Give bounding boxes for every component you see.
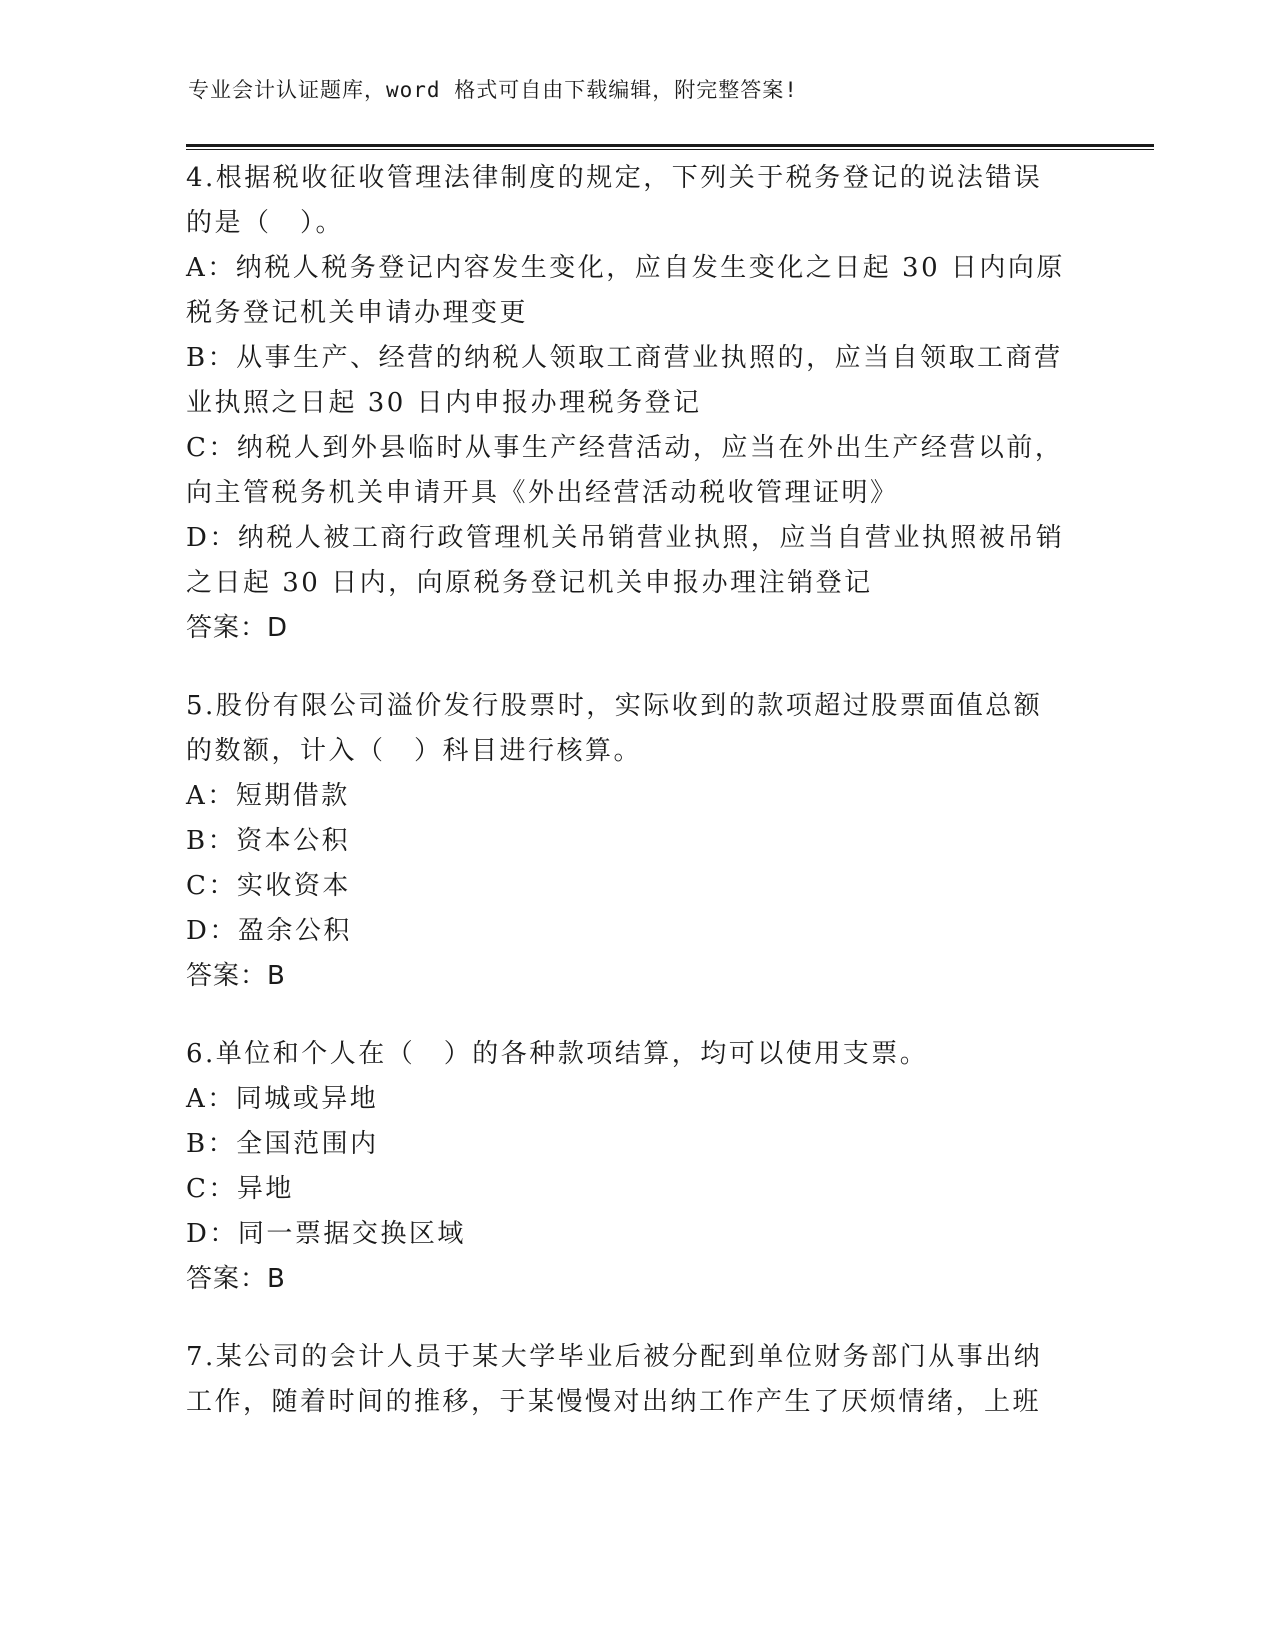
option-b: B：资本公积 (186, 826, 351, 856)
question-list (186, 156, 1086, 1458)
question-line: 的数额，计入（ ）科目进行核算。 (186, 736, 643, 766)
option-d-cont: 之日起 30 日内，向原税务登记机关申报办理注销登记 (186, 568, 873, 598)
option-d: D：纳税人被工商行政管理机关吊销营业执照，应当自营业执照被吊销 (186, 523, 1065, 553)
question-6 (186, 1032, 1086, 1302)
option-d: D：盈余公积 (186, 916, 352, 946)
question-line: 7.某公司的会计人员于某大学毕业后被分配到单位财务部门从事出纳 (186, 1342, 1043, 1372)
question-7 (186, 1335, 1086, 1425)
option-a: A：纳税人税务登记内容发生变化，应自发生变化之日起 30 日内向原 (186, 253, 1065, 283)
option-b: B：从事生产、经营的纳税人领取工商营业执照的，应当自领取工商营 (186, 343, 1063, 373)
answer: 答案：B (186, 961, 286, 991)
option-a: A：短期借款 (186, 781, 350, 811)
option-b: B：全国范围内 (186, 1129, 379, 1159)
option-a: A：同城或异地 (186, 1084, 379, 1114)
question-line: 工作，随着时间的推移，于某慢慢对出纳工作产生了厌烦情绪，上班 (186, 1387, 1042, 1417)
question-line: 5.股份有限公司溢价发行股票时，实际收到的款项超过股票面值总额 (186, 691, 1043, 721)
option-a-cont: 税务登记机关申请办理变更 (186, 298, 529, 328)
question-line: 的是（ ）。 (186, 208, 345, 238)
option-c: C：纳税人到外县临时从事生产经营活动，应当在外出生产经营以前， (186, 433, 1064, 463)
page-header: 专业会计认证题库，word 格式可自由下载编辑，附完整答案! (188, 78, 798, 102)
option-c: C：实收资本 (186, 871, 351, 901)
option-b-cont: 业执照之日起 30 日内申报办理税务登记 (186, 388, 702, 418)
option-c: C：异地 (186, 1174, 294, 1204)
option-c-cont: 向主管税务机关申请开具《外出经营活动税收管理证明》 (186, 478, 899, 508)
question-line: 6.单位和个人在（ ）的各种款项结算，均可以使用支票。 (186, 1039, 929, 1069)
question-4 (186, 156, 1086, 651)
question-5 (186, 684, 1086, 999)
header-divider (186, 144, 1154, 150)
answer: 答案：D (186, 613, 289, 643)
answer: 答案：B (186, 1264, 286, 1294)
question-line: 4.根据税收征收管理法律制度的规定，下列关于税务登记的说法错误 (186, 163, 1043, 193)
option-d: D：同一票据交换区域 (186, 1219, 466, 1249)
